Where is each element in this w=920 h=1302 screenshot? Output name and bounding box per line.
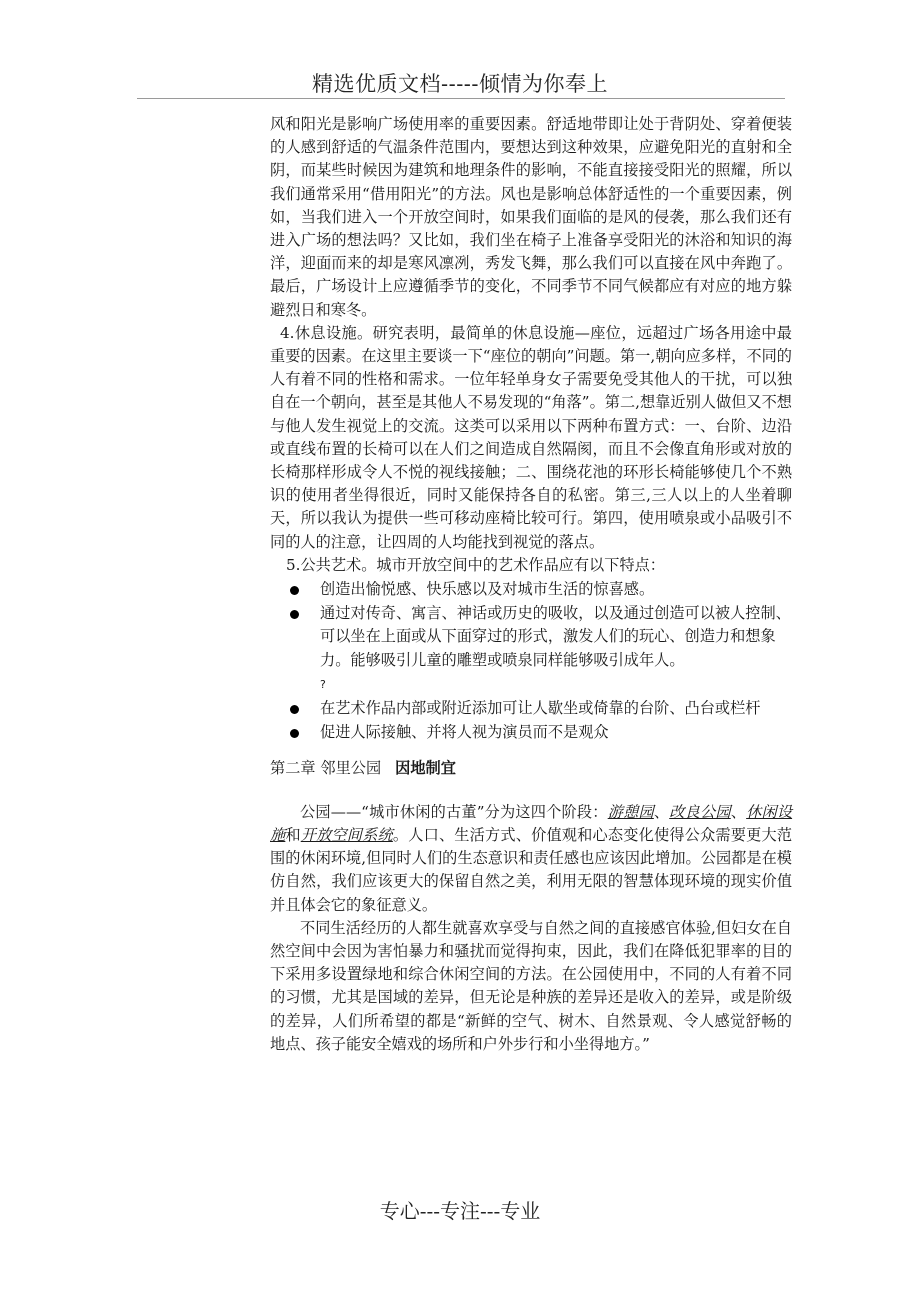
paragraph-wind-sunlight: 风和阳光是影响广场使用率的重要因素。舒适地带即让处于背阴处、穿着便装的人感到舒适的气温条件范围内，要想达到这种效果，应避免阳光的直射和全阴，而某些时候因为建筑和地理条件的影响，不能直接接受阳光的照耀，所以我们通常采用“借用阳光”的方法。风也是影响总体舒适性的一个重要因素，例如，当我们进入一个开放空间时，如果我们面临的是风的侵袭，那么我们还有进入广场的想法吗？又比如，我们坐在椅子上准备享受阳光的沐浴和知识的海洋，迎面而来的却是寒风凛冽，秀发飞舞，那么我们可以直接在风中奔跑了。最后，广场设计上应遵循季节的变化，不同季节不同气候都应有对应的地方躲避烈日和寒冬。 [270, 115, 792, 319]
page-header: 精选优质文档-----倾情为你奉上 [312, 72, 608, 96]
list-item [270, 697, 792, 720]
document-body [270, 113, 792, 1056]
list-item-text: 创造出愉悦感、快乐感以及对城市生活的惊喜感。 [320, 580, 655, 599]
list-item [270, 602, 792, 696]
list-item-text: 在艺术作品内部或附近添加可让人歇坐或倚靠的台阶、凸台或栏杆 [320, 699, 761, 718]
paragraph-seating: 4.休息设施。研究表明，最简单的休息设施—座位，远超过广场各用途中最重要的因素。在这里主要谈一下“座位的朝向”问题。第一,朝向应多样，不同的人有着不同的性格和需求。一位年轻单身女子需要免受其他人的干扰，可以独自在一个朝向，甚至是其他人不易发现的“角落”。第二,想靠近别人做但又不想与他人发生视觉上的交流。这类可以采用以下两种布置方式：一、台阶、边沿或直线布置的长椅可以在人们之间造成自然隔阂，而且不会像直角形或对放的长椅那样形成令人不悦的视线接触；二、围绕花池的环形长椅能够使几个不熟识的使用者坐得很近，同时又能保持各自的私密。第三,三人以上的人坐着聊天，所以我认为提供一些可移动座椅比较可行。第四，使用喷泉或小品吸引不同的人的注意，让四周的人均能找到视觉的落点。 [270, 323, 792, 551]
list-item-text: 通过对传奇、寓言、神话或历史的吸收，以及通过创造可以被人控制、可以坐在上面或从下面穿过的形式，激发人们的玩心、创造力和想象力。能够吸引儿童的雕塑或喷泉同样能够吸引成年人。 [320, 604, 791, 669]
bullet-icon [290, 705, 299, 714]
bullet-icon [290, 610, 299, 619]
bullet-icon [290, 586, 299, 595]
page-footer: 专心---专注---专业 [379, 1199, 541, 1223]
park-stages-rest: 。人口、生活方式、价值观和心态变化使得公众需要更大范围的休闲环境,但同时人们的生态意识和责任感也应该因此增加。公园都是在模仿自然，我们应该更大的保留自然之美，利用无限的智慧体现环境的现实价值并且体会它的象征意义。 [270, 825, 793, 914]
term-link: 休闲设施 [270, 802, 793, 844]
term-link: 开放空间系统 [300, 825, 393, 844]
list-item [270, 578, 792, 601]
paragraph-nature-experience: 不同生活经历的人都生就喜欢享受与自然之间的直接感官体验,但妇女在自然空间中会因为害怕暴力和骚扰而觉得拘束，因此，我们在降低犯罪率的目的下采用多设置绿地和综合休闲空间的方法。在公园使用中，不同的人有着不同的习惯，尤其是国域的差异，但无论是种族的差异还是收入的差异，或是阶级的差异，人们所希望的都是“新鲜的空气、树木、自然景观、令人感觉舒畅的地点、孩子能安全嬉戏的场所和户外步行和小坐得地方。” [270, 918, 792, 1053]
park-stages-lead: 公园——“城市休闲的古董”分为这四个阶段： [300, 802, 608, 821]
list-item [270, 721, 792, 744]
bullet-icon [290, 729, 299, 738]
chapter-label: 第二章 邻里公园 [270, 759, 382, 778]
chapter-heading [270, 757, 792, 780]
term-link: 游憩园 [607, 802, 654, 821]
chapter-title: 因地制宜 [395, 759, 456, 778]
term-link: 改良公园 [669, 802, 731, 821]
paragraph-park-stages: 公园——“城市休闲的古董”分为这四个阶段：游憩园、改良公园、休闲设施和开放空间系统。人口、生活方式、价值观和心态变化使得公众需要更大范围的休闲环境,但同时人们的生态意识和责任感也应该因此增加。公园都是在模仿自然，我们应该更大的保留自然之美，利用无限的智慧体现环境的现实价值并且体会它的象征意义。 [270, 802, 793, 914]
list-item-text: 促进人际接触、并将人视为演员而不是观众 [320, 723, 609, 742]
missing-glyph-icon: ? [320, 677, 326, 691]
header-divider [137, 98, 785, 99]
art-features-list [270, 578, 792, 744]
paragraph-public-art: 5.公共艺术。城市开放空间中的艺术作品应有以下特点： [286, 555, 665, 574]
